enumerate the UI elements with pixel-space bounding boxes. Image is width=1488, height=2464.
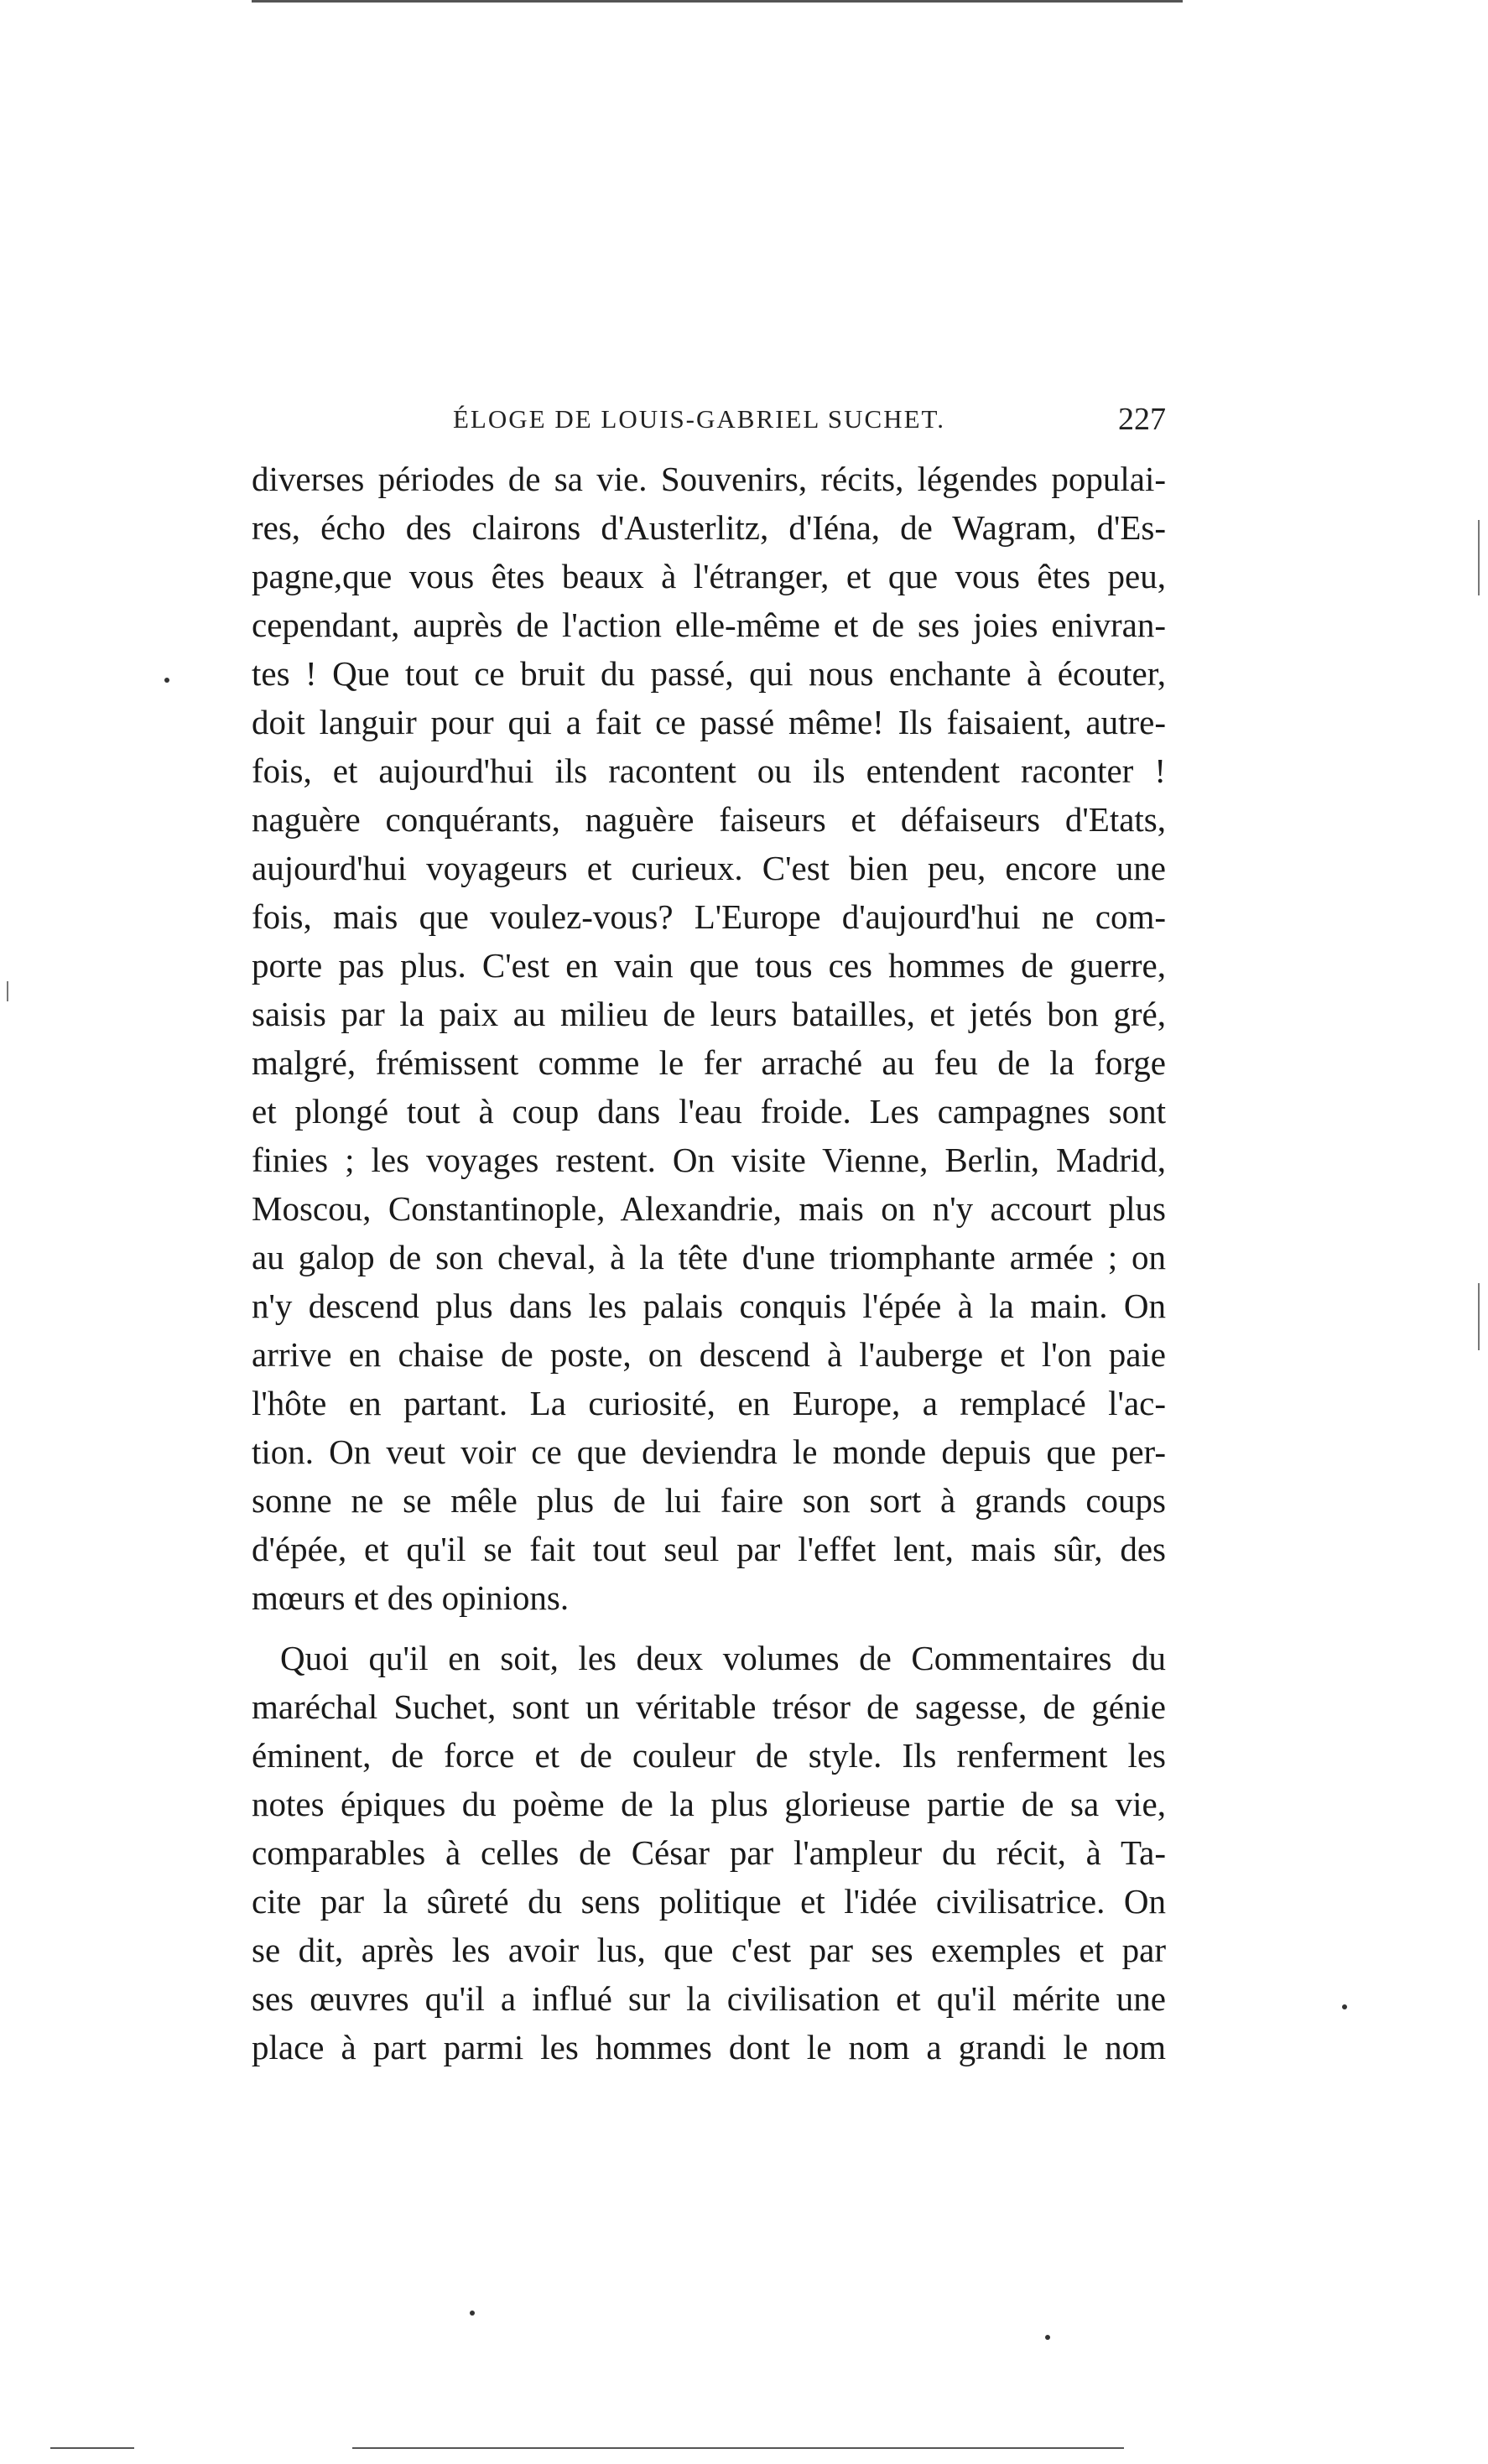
text-line: arrive en chaise de poste, on descend à l'auberge et l'on paie [252,1335,1166,1374]
text-line: diverses périodes de sa vie. Souvenirs, récits, légendes populai- [252,460,1166,498]
text-line: comparables à celles de César par l'ampleur du récit, à Ta- [252,1833,1166,1872]
text-line: aujourd'hui voyageurs et curieux. C'est bien peu, encore une [252,849,1166,887]
bottom-scan-rule-left [50,2447,134,2449]
text-line: sonne ne se mêle plus de lui faire son sort à grands coups [252,1481,1166,1520]
ink-speck [470,2311,475,2316]
text-line: porte pas plus. C'est en vain que tous ces hommes de guerre, [252,946,1166,985]
text-line: cependant, auprès de l'action elle-même et de ses joies enivran- [252,606,1166,644]
text-line: cite par la sûreté du sens politique et l'idée civilisatrice. On [252,1882,1166,1921]
body-text [252,455,1166,2072]
text-line: l'hôte en partant. La curiosité, en Europe, a remplacé l'ac- [252,1384,1166,1422]
text-line: mœurs et des opinions. [252,1578,570,1617]
text-line: notes épiques du poème de la plus glorieuse partie de sa vie, [252,1785,1166,1823]
paragraph-2 [252,1634,1166,2072]
bottom-scan-rule-right [352,2447,1124,2449]
paragraph-gap [252,1622,1166,1634]
text-line: n'y descend plus dans les palais conquis l'épée à la main. On [252,1287,1166,1325]
text-line: fois, et aujourd'hui ils racontent ou ils entendent raconter ! [252,751,1166,790]
text-line: finies ; les voyages restent. On visite Vienne, Berlin, Madrid, [252,1141,1166,1179]
text-line: doit languir pour qui a fait ce passé même! Ils faisaient, autre- [252,703,1166,741]
running-title: ÉLOGE DE LOUIS-GABRIEL SUCHET. [453,404,945,434]
text-line: au galop de son cheval, à la tête d'une triomphante armée ; on [252,1238,1166,1276]
top-scan-rule [252,0,1183,3]
text-line: et plongé tout à coup dans l'eau froide. Les campagnes sont [252,1092,1166,1131]
text-line: place à part parmi les hommes dont le nom a grandi le nom [252,2028,1166,2066]
right-margin-mark-1 [1478,520,1480,595]
running-head [252,404,1166,443]
left-margin-mark [7,981,8,1001]
right-margin-mark-2 [1478,1283,1480,1350]
paragraph-1 [252,455,1166,1622]
text-line: maréchal Suchet, sont un véritable trésor de sagesse, de génie [252,1687,1166,1726]
ink-speck [1045,2335,1050,2340]
text-line: naguère conquérants, naguère faiseurs et défaiseurs d'Etats, [252,800,1166,839]
text-line: Quoi qu'il en soit, les deux volumes de Commentaires du [280,1639,1166,1677]
page-number: 227 [1118,402,1166,437]
text-line: pagne,que vous êtes beaux à l'étranger, et que vous êtes peu, [252,557,1166,595]
ink-speck [1342,2004,1347,2009]
text-line: ses œuvres qu'il a influé sur la civilisation et qu'il mérite une [252,1979,1166,2018]
text-line: tes ! Que tout ce bruit du passé, qui nous enchante à écouter, [252,654,1166,693]
text-line: malgré, frémissent comme le fer arraché au feu de la forge [252,1043,1166,1082]
text-line: Moscou, Constantinople, Alexandrie, mais on n'y accourt plus [252,1189,1166,1228]
text-line: éminent, de force et de couleur de style. Ils renferment les [252,1736,1166,1775]
text-line: d'épée, et qu'il se fait tout seul par l'effet lent, mais sûr, des [252,1530,1166,1568]
text-line: saisis par la paix au milieu de leurs batailles, et jetés bon gré, [252,995,1166,1033]
text-line: se dit, après les avoir lus, que c'est par ses exemples et par [252,1931,1166,1969]
text-line: tion. On veut voir ce que deviendra le monde depuis que per- [252,1432,1166,1471]
text-line: res, écho des clairons d'Austerlitz, d'Iéna, de Wagram, d'Es- [252,508,1166,547]
ink-speck [164,678,169,683]
text-line: fois, mais que voulez-vous? L'Europe d'aujourd'hui ne com- [252,897,1166,936]
